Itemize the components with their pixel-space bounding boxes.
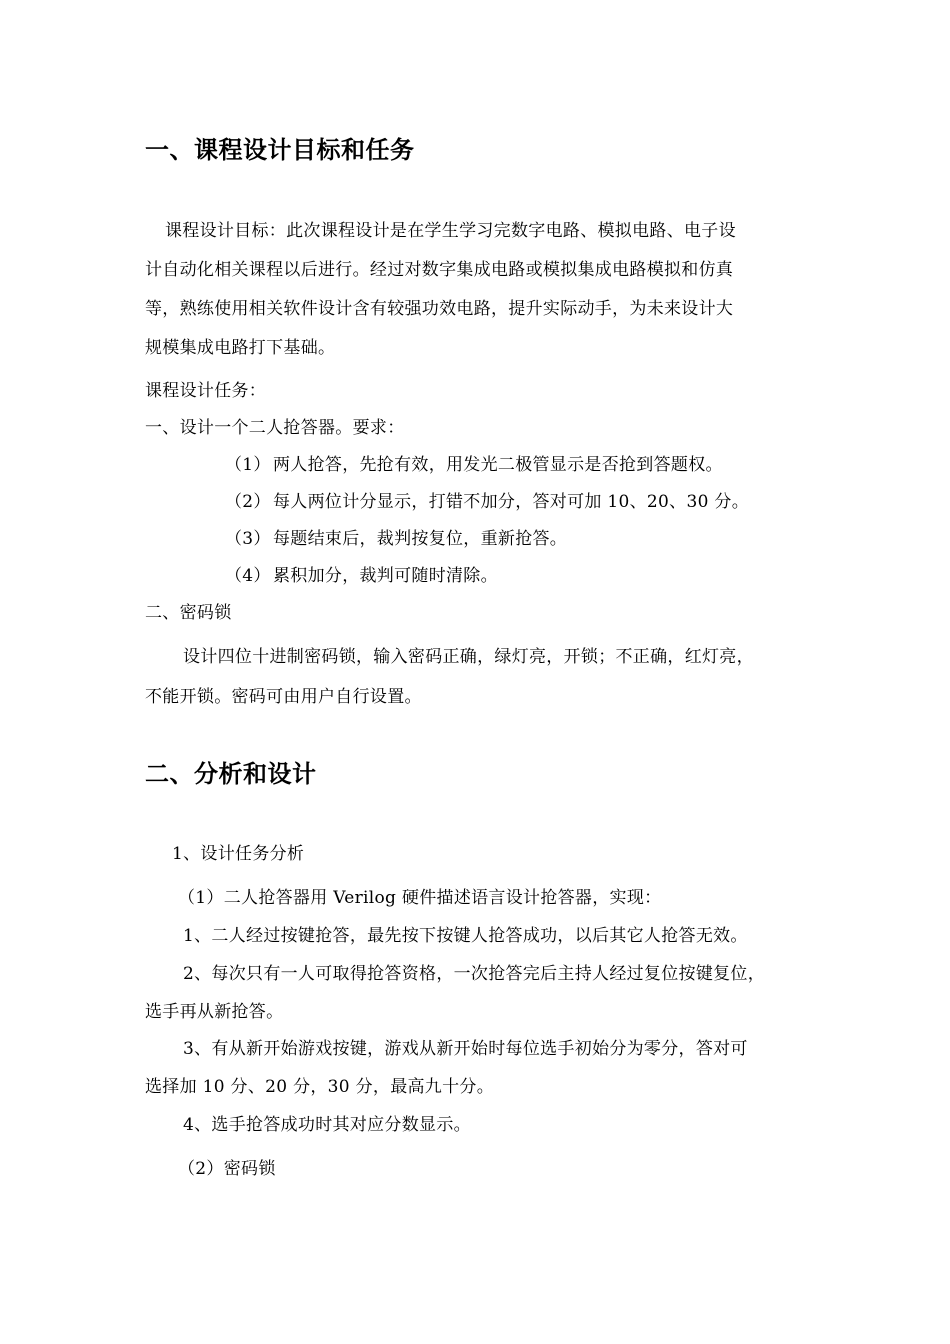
goal-paragraph-line-3: 等，熟练使用相关软件设计含有较强功效电路，提升实际动手，为未来设计大 xyxy=(145,299,734,319)
goal-paragraph-line-2: 计自动化相关课程以后进行。经过对数字集成电路或模拟集成电路模拟和仿真 xyxy=(145,260,734,280)
analysis-point-line: 3、有从新开始游戏按键，游戏从新开始时每位选手初始分为零分，答对可 xyxy=(183,1039,748,1059)
requirement-text: 每人两位计分显示，打错不加分，答对可加 10、20、30 分。 xyxy=(273,492,750,512)
analysis-point-line: 2、每次只有一人可取得抢答资格，一次抢答完后主持人经过复位按键复位， xyxy=(183,964,766,984)
requirement-item xyxy=(225,527,567,551)
task2-paragraph-line-1: 设计四位十进制密码锁，输入密码正确，绿灯亮，开锁；不正确，红灯亮， xyxy=(183,647,754,667)
requirement-text: 每题结束后，裁判按复位，重新抢答。 xyxy=(273,529,568,549)
item2-title: （2）密码锁 xyxy=(178,1159,276,1179)
task1-title: 一、设计一个二人抢答器。要求： xyxy=(145,418,405,438)
tasks-label: 课程设计任务： xyxy=(145,381,267,401)
analysis-point-line: 选择加 10 分、20 分，30 分，最高九十分。 xyxy=(145,1077,495,1097)
section-heading-course-goals: 一、课程设计目标和任务 xyxy=(145,136,415,164)
requirement-item xyxy=(225,490,749,514)
task2-title: 二、密码锁 xyxy=(145,603,232,623)
requirement-number: （3） xyxy=(225,529,271,549)
requirement-number: （1） xyxy=(225,455,271,475)
item1-title: （1）二人抢答器用 Verilog 硬件描述语言设计抢答器，实现： xyxy=(178,888,662,908)
requirement-text: 累积加分，裁判可随时清除。 xyxy=(273,566,498,586)
analysis-point-line: 4、选手抢答成功时其对应分数显示。 xyxy=(183,1115,471,1135)
goal-paragraph-line-4: 规模集成电路打下基础。 xyxy=(145,338,336,358)
subsection-task-analysis: 1、设计任务分析 xyxy=(172,844,305,864)
requirement-text: 两人抢答，先抢有效，用发光二极管显示是否抢到答题权。 xyxy=(273,455,723,475)
requirement-item xyxy=(225,564,498,588)
requirement-number: （4） xyxy=(225,566,271,586)
analysis-point-line: 1、二人经过按键抢答，最先按下按键人抢答成功，以后其它人抢答无效。 xyxy=(183,926,748,946)
section-heading-analysis-design: 二、分析和设计 xyxy=(145,760,317,788)
analysis-point-line: 选手再从新抢答。 xyxy=(145,1002,284,1022)
goal-paragraph-line-1: 课程设计目标：此次课程设计是在学生学习完数字电路、模拟电路、电子设 xyxy=(165,221,736,241)
requirement-item xyxy=(225,453,723,477)
task2-paragraph-line-2: 不能开锁。密码可由用户自行设置。 xyxy=(145,687,422,707)
requirement-number: （2） xyxy=(225,492,271,512)
